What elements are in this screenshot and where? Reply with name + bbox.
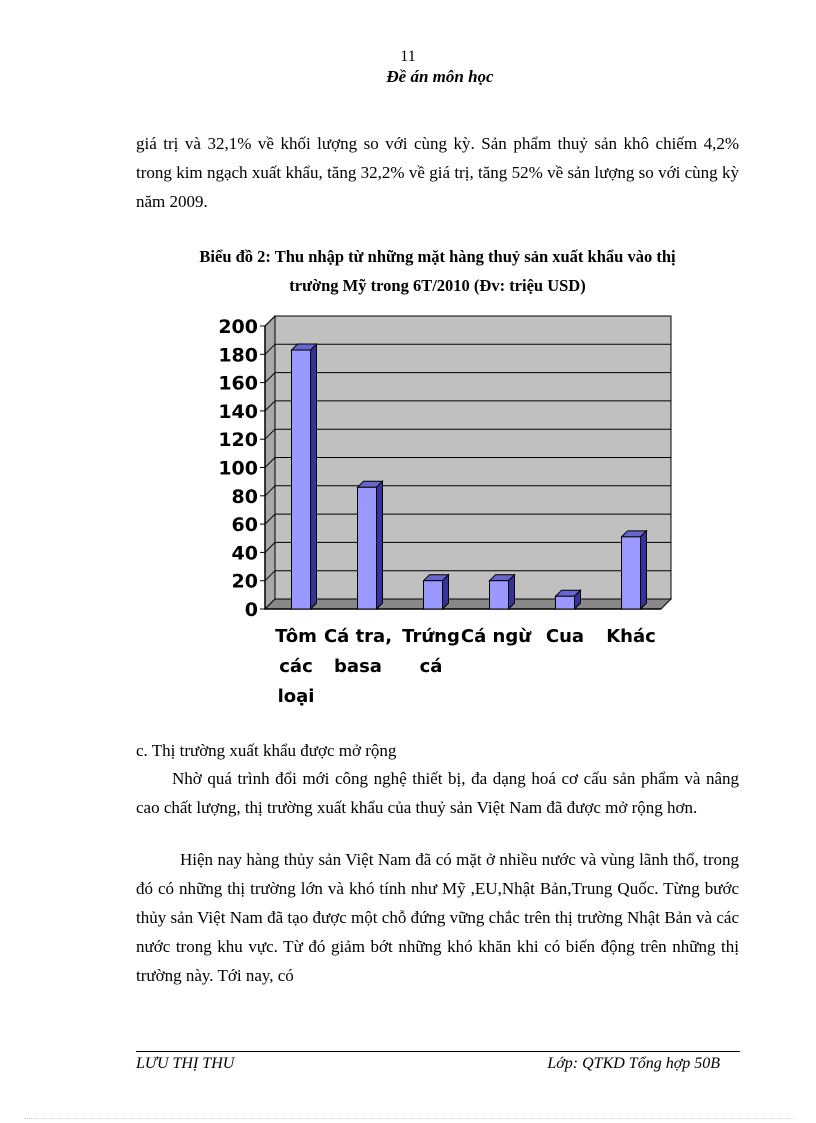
x-category-label: basa [334,656,382,677]
bar [490,581,509,609]
footer-author: LƯU THỊ THU [136,1055,235,1072]
x-category-label: Cá tra, [323,626,393,647]
y-tick-label: 60 [231,514,258,537]
page-bottom-dotted-edge [24,1118,794,1119]
bar-side [641,531,647,609]
paragraph-current-markets: Hiện nay hàng thủy sản Việt Nam đã có mặt ở nhiều nước và vùng lãnh thổ, trong đó có những thị trường lớn và khó tính như Mỹ ,EU,Nhật Bản,Trung Quốc. Từng bước thủy sản Việt Nam đã tạo được một chỗ đứng vững chắc trên thị trường Nhật Bản và các nước trong khu vực. Từ đó giảm bớt những khó khăn khi có biến động trên những thị trường này. Tới nay, có [136,850,739,985]
bar-side [509,575,515,609]
bar [622,537,641,609]
bar [556,596,575,609]
bar [424,581,443,609]
chart-title-line-1: Biểu đồ 2: Thu nhập từ những mặt hàng thuỷ sản xuất khẩu vào thị [199,247,676,266]
y-tick-label: 140 [218,400,258,423]
x-category-label: Khác [606,626,656,647]
bar-side [377,481,383,609]
y-tick-label: 40 [231,542,258,565]
y-tick-label: 100 [218,457,258,480]
x-category-label: Tôm [275,626,317,647]
footer-divider [136,1051,740,1052]
x-category-label: Trứng [402,626,460,647]
y-tick-label: 20 [231,570,258,593]
page-number: 11 [400,48,416,65]
x-category-label: các [279,656,313,677]
y-tick-label: 120 [218,429,258,452]
intro-paragraph: giá trị và 32,1% về khối lượng so với cùng kỳ. Sản phẩm thuỷ sản khô chiếm 4,2% trong kim ngạch xuất khẩu, tăng 32,2% về giá trị, tăng 52% về sản lượng so với cùng kỳ năm 2009. [136,134,739,211]
bar-side [443,575,449,609]
x-category-label: Cá ngừ [460,626,532,647]
bar [358,487,377,609]
bar-side [311,344,317,609]
y-tick-label: 80 [231,485,258,508]
section-heading: c. Thị trường xuất khẩu được mở rộng [136,741,397,760]
paragraph-market-expansion: Nhờ quá trình đổi mới công nghệ thiết bị, đa dạng hoá cơ cấu sản phẩm và nâng cao chất lượng, thị trường xuất khẩu của thuỷ sản Việt Nam đã được mở rộng hơn. [136,769,739,817]
x-category-label: loại [277,686,315,707]
x-category-label: cá [419,656,443,677]
document-header-title: Đề án môn học [386,67,494,86]
y-tick-label: 0 [244,599,258,621]
chart-title-line-2: trường Mỹ trong 6T/2010 (Đv: triệu USD) [289,276,586,295]
y-tick-label: 160 [218,372,258,395]
y-tick-label: 180 [218,344,258,367]
plot-floor [265,599,671,609]
y-tick-label: 200 [218,316,258,338]
x-category-label: Cua [545,626,585,647]
footer-class: Lớp: QTKD Tổng hợp 50B [547,1055,720,1072]
bar [292,350,311,609]
